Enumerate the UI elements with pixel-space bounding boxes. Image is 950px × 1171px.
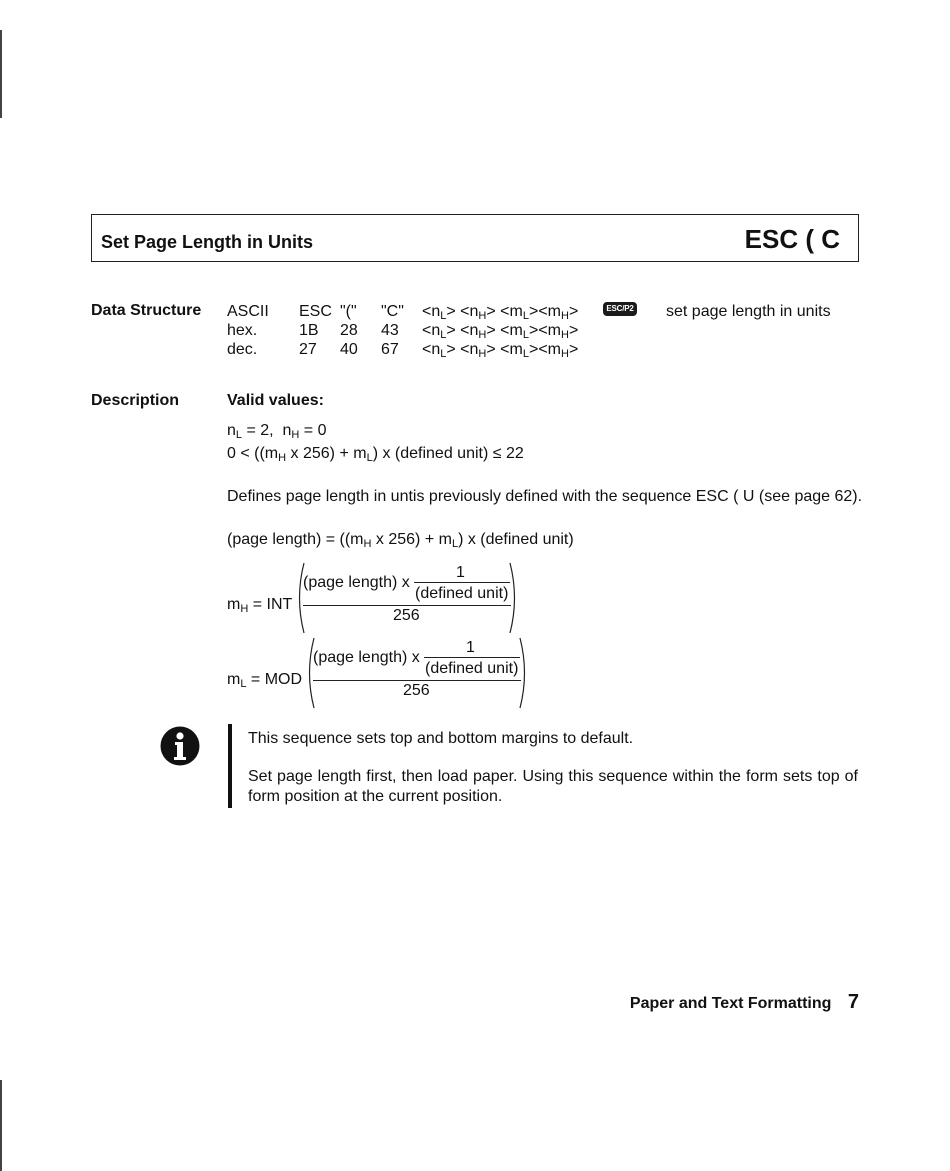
outer-fraction-line (303, 605, 511, 606)
param-list: $<n_L> <n_H> <m_L><m_H>$ (422, 322, 579, 341)
param-list: $<n_L> <n_H> <m_L><m_H>$ (422, 303, 579, 322)
outer-fraction-line (313, 680, 521, 681)
row-cell: 1B (299, 322, 319, 339)
row-cell: 67 (381, 341, 399, 358)
right-paren (508, 562, 520, 634)
left-paren (304, 637, 316, 709)
description-text: Defines page length in untis previously defined with the sequence ESC ( U (see page 62). (227, 488, 863, 505)
valid-values-n: $n_L = 2$, $n_H = 0$ (227, 422, 327, 441)
sequence-comment: set page length in units (666, 303, 831, 320)
note-text: Set page length first, then load paper. Using this sequence within the form sets top of form position at the current position. (248, 768, 858, 805)
page-number: 7 (847, 991, 859, 1013)
row-kind: hex. (227, 322, 258, 339)
data-structure-label: Data Structure (91, 302, 202, 319)
unit: (defined unit) (425, 660, 519, 677)
unit: (defined unit) (415, 585, 509, 602)
right-paren (518, 637, 530, 709)
footer-section: Paper and Text Formatting (629, 995, 832, 1012)
valid-values-range: $0 < ((m_H$ x $256) + m_L$) x (defined unit) ≤ 22 (227, 445, 524, 464)
footer (630, 991, 859, 1014)
row-cell: "C" (381, 303, 404, 320)
param-list: $<n_L> <n_H> <m_L><m_H>$ (422, 341, 579, 360)
title-box (91, 214, 859, 262)
denominator: 256 (393, 607, 420, 624)
description-label: Description (91, 392, 180, 409)
inner-fraction-line (424, 657, 520, 658)
row-cell: 43 (381, 322, 399, 339)
row-cell: "(" (340, 303, 357, 320)
note-bar (228, 724, 232, 808)
crop-mark-bottom (0, 1080, 2, 1171)
row-cell: ESC (299, 303, 332, 320)
one: 1 (456, 564, 465, 581)
command-name: ESC ( C (744, 224, 840, 254)
row-cell: 27 (299, 341, 317, 358)
esc-p2-badge: ESC/P2 (603, 302, 637, 316)
numerator-text: (page length) x (303, 574, 410, 591)
row-cell: 28 (340, 322, 358, 339)
ml-lhs: $m_L$ = MOD (227, 671, 303, 690)
left-paren (294, 562, 306, 634)
page-title: Set Page Length in Units (101, 232, 314, 252)
page-length-formula: (page length) = (($m_H$ x $256) + m_L$) x (defined unit) (227, 531, 574, 550)
row-cell: 40 (340, 341, 358, 358)
row-kind: ASCII (227, 303, 269, 320)
info-icon (160, 726, 200, 766)
note-text: This sequence sets top and bottom margins to default. (248, 730, 634, 747)
mh-lhs: $m_H$ = INT (227, 596, 293, 615)
numerator-text: (page length) x (313, 649, 420, 666)
denominator: 256 (403, 682, 430, 699)
one: 1 (466, 639, 475, 656)
valid-values-heading: Valid values: (227, 392, 324, 409)
crop-mark-top (0, 30, 2, 118)
inner-fraction-line (414, 582, 510, 583)
row-kind: dec. (227, 341, 258, 358)
